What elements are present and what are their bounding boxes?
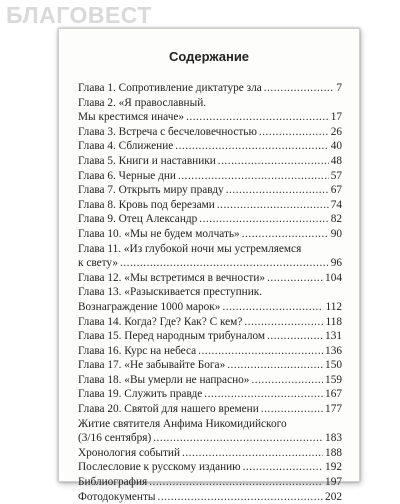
toc-entry-title: Глава 4. Сближение — [78, 140, 174, 153]
toc-entry-page-number: 167 — [325, 388, 342, 401]
toc-entry-page-number: 57 — [330, 169, 342, 182]
toc-entry-title: Глава 14. Когда? Где? Как? С кем? — [78, 315, 243, 328]
toc-entry — [78, 81, 342, 96]
toc-entry-title: Библиография — [78, 476, 148, 489]
toc-entry-title: Глава 13. «Разыскивается преступник. — [78, 286, 263, 299]
toc-entry — [78, 183, 342, 198]
toc-entry-title: Житие святителя Анфима Никомидийского — [78, 417, 287, 430]
dot-leader — [198, 344, 323, 359]
toc-entry — [78, 96, 342, 111]
toc-entry-page-number: 150 — [325, 359, 342, 372]
book-page — [58, 28, 360, 503]
toc-entry-page-number: 177 — [325, 403, 342, 416]
toc-entry-title: Глава 11. «Из глубокой ночи мы устремляемся — [78, 242, 302, 255]
toc-entry — [78, 212, 342, 227]
dot-leader — [267, 329, 323, 344]
toc-entry-title: Глава 17. «Не забывайте Бога» — [78, 359, 226, 372]
toc-entry — [78, 490, 342, 504]
toc-entry-page-number: 183 — [325, 432, 342, 445]
toc-entry-page-number: 48 — [330, 154, 342, 167]
toc-entry-page-number: 82 — [330, 213, 342, 226]
dot-leader — [178, 169, 329, 184]
dot-leader — [120, 256, 329, 271]
dot-leader — [259, 125, 329, 140]
toc-entry-title: Глава 20. Святой для нашего времени — [78, 403, 259, 416]
toc-entry-page-number: 104 — [325, 271, 342, 284]
toc-entry — [78, 169, 342, 184]
toc-entry-page-number: 136 — [325, 344, 342, 357]
toc-entry-page-number: 67 — [330, 184, 342, 197]
toc-entry — [78, 125, 342, 140]
toc-entry — [78, 110, 342, 125]
toc-entry — [78, 402, 342, 417]
table-of-contents — [78, 81, 342, 504]
toc-entry-title: Глава 19. Служить правде — [78, 388, 203, 401]
dot-leader — [182, 446, 323, 461]
dot-leader — [267, 271, 323, 286]
toc-entry-title: Глава 18. «Вы умерли не напрасно» — [78, 373, 250, 386]
dot-leader — [217, 198, 329, 213]
toc-entry — [78, 271, 342, 286]
dot-leader — [153, 431, 323, 446]
toc-entry — [78, 358, 342, 373]
toc-entry-title: Фотодокументы — [78, 490, 156, 503]
page-title: Содержание — [168, 49, 250, 64]
toc-entry-title: Глава 3. Встреча с бесчеловечностью — [78, 125, 257, 138]
toc-entry — [78, 387, 342, 402]
toc-entry — [78, 417, 342, 432]
dot-leader — [199, 212, 328, 227]
toc-entry-page-number: 96 — [330, 257, 342, 270]
toc-entry — [78, 198, 342, 213]
toc-entry-page-number: 17 — [330, 111, 342, 124]
dot-leader — [244, 315, 323, 330]
toc-entry — [78, 329, 342, 344]
toc-entry-page-number: 202 — [325, 490, 342, 503]
toc-entry-title: Глава 15. Перед народным трибуналом — [78, 330, 266, 343]
toc-entry-page-number: 197 — [325, 476, 342, 489]
toc-entry — [78, 227, 342, 242]
toc-entry — [78, 242, 342, 257]
toc-entry-page-number: 40 — [330, 140, 342, 153]
toc-entry-title: Глава 12. «Мы встретимся в вечности» — [78, 271, 266, 284]
toc-entry — [78, 431, 342, 446]
toc-entry-title: Глава 9. Отец Александр — [78, 213, 198, 226]
dot-leader — [158, 490, 324, 504]
dot-leader — [251, 373, 323, 388]
toc-entry-title: Глава 8. Кровь под березами — [78, 198, 215, 211]
toc-entry-page-number: 7 — [336, 82, 342, 94]
dot-leader — [242, 227, 329, 242]
toc-entry-title: Глава 7. Открыть миру правду — [78, 184, 224, 197]
site-watermark-logo: БЛАГОВЕСТ — [6, 2, 152, 28]
toc-entry — [78, 373, 342, 388]
toc-entry-page-number: 131 — [325, 330, 342, 343]
toc-entry-title: Глава 10. «Мы не будем молчать» — [78, 227, 240, 240]
toc-entry-title: Глава 1. Сопротивление диктатуре зла — [78, 82, 262, 94]
toc-entry-page-number: 159 — [325, 373, 342, 386]
toc-entry-title: Мы крестимся иначе» — [78, 111, 185, 124]
toc-entry-page-number: 118 — [325, 315, 342, 328]
toc-entry-page-number: 112 — [325, 300, 342, 313]
toc-entry — [78, 475, 342, 490]
toc-entry-title: Глава 16. Курс на небеса — [78, 344, 197, 357]
toc-entry-page-number: 192 — [325, 461, 342, 474]
toc-entry-title: Глава 2. «Я православный. — [78, 96, 207, 109]
dot-leader — [261, 402, 323, 417]
toc-entry — [78, 344, 342, 359]
toc-entry-title: Глава 5. Книги и наставники — [78, 154, 216, 167]
dot-leader — [218, 154, 329, 169]
dot-leader — [186, 110, 329, 125]
toc-entry-page-number: 74 — [330, 198, 342, 211]
dot-leader — [226, 183, 329, 198]
toc-entry-title: к свету» — [78, 257, 118, 270]
toc-entry — [78, 315, 342, 330]
toc-entry-title: Вознаграждение 1000 марок» — [78, 300, 221, 313]
toc-entry — [78, 154, 342, 169]
dot-leader — [227, 358, 323, 373]
toc-entry — [78, 446, 342, 461]
dot-leader — [175, 139, 328, 154]
toc-entry-title: (3/16 сентября) — [78, 432, 152, 445]
toc-entry — [78, 139, 342, 154]
toc-entry — [78, 285, 342, 300]
toc-entry-page-number: 90 — [330, 227, 342, 240]
toc-entry — [78, 256, 342, 271]
dot-leader — [204, 387, 323, 402]
toc-entry-title: Хронология событий — [78, 446, 181, 459]
toc-entry — [78, 300, 342, 315]
toc-entry-page-number: 26 — [330, 125, 342, 138]
dot-leader — [222, 300, 323, 315]
dot-leader — [243, 460, 323, 475]
toc-entry — [78, 460, 342, 475]
dot-leader — [149, 475, 323, 490]
toc-entry-title: Глава 6. Черные дни — [78, 169, 176, 182]
toc-entry-title: Послесловие к русскому изданию — [78, 461, 241, 474]
toc-entry-page-number: 188 — [325, 446, 342, 459]
dot-leader — [264, 81, 335, 96]
